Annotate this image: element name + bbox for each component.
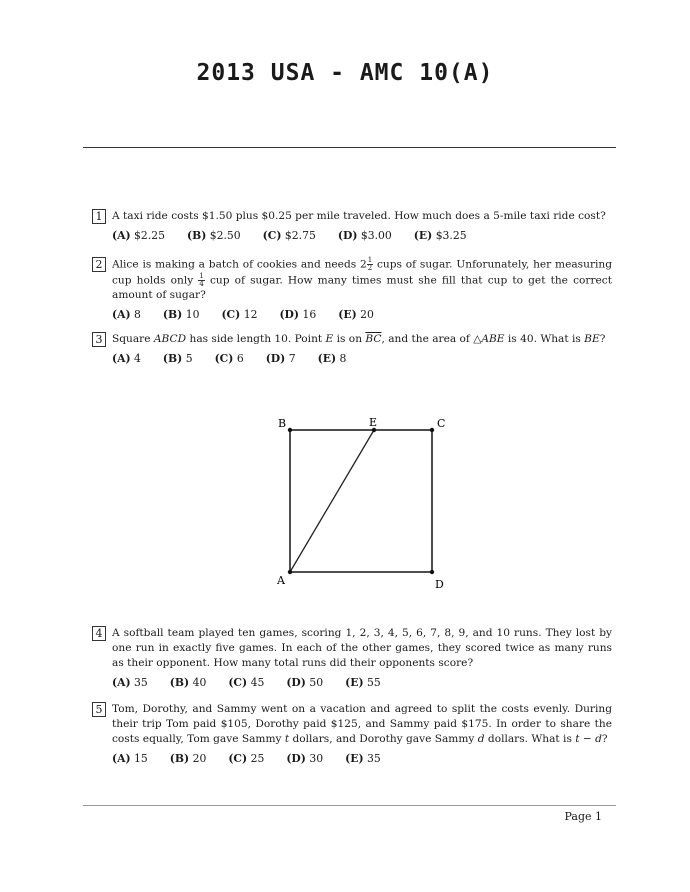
point-b bbox=[288, 428, 292, 432]
choice-e: (E) 8 bbox=[317, 352, 347, 365]
problem-text: A softball team played ten games, scoring 1, 2, 3, 4, 5, 6, 7, 8, 9, and 10 runs. They lost by one run in exactly five games. In each of the other games, they scored twice as many runs as their opponent. How many total runs did their opponents score? bbox=[112, 627, 612, 669]
problem-number: 1 bbox=[92, 209, 106, 224]
problem-4 bbox=[92, 626, 612, 690]
label-b: B bbox=[278, 417, 287, 430]
answer-choices bbox=[112, 351, 612, 366]
problem-text: A taxi ride costs $1.50 plus $0.25 per mile traveled. How much does a 5-mile taxi ride cost? bbox=[112, 210, 606, 222]
label-c: C bbox=[437, 417, 446, 430]
choice-e: (E) 55 bbox=[345, 676, 381, 689]
answer-choices bbox=[112, 675, 612, 690]
fraction-one-half: $\frac{1}{2}$ bbox=[367, 256, 373, 272]
page-title: 2013 USA - AMC 10(A) bbox=[196, 60, 494, 86]
problem-5 bbox=[92, 702, 612, 766]
point-c bbox=[430, 428, 434, 432]
choice-d: (D) 16 bbox=[279, 308, 317, 321]
choice-c: (C) 45 bbox=[228, 676, 265, 689]
choice-d: (D) 30 bbox=[286, 752, 324, 765]
problem-text: Alice is making a batch of cookies and needs 2 $\frac{1}{2}$ cups of sugar. Unforunately, her measuring cup holds only $\frac{1}{4}$ cup of sugar. How many times must she fill that cup to get the correct amount of sugar? bbox=[112, 256, 613, 301]
answer-choices bbox=[112, 751, 612, 766]
fraction-one-quarter: $\frac{1}{4}$ bbox=[199, 271, 204, 288]
choice-a: (A) 15 bbox=[112, 752, 148, 765]
choice-c: (C) 6 bbox=[214, 352, 244, 365]
problem-1 bbox=[92, 209, 612, 243]
label-e: E bbox=[369, 416, 378, 429]
problem-text: Tom, Dorothy, and Sammy went on a vacation and agreed to split the costs evenly. During their trip Tom paid $105, Dorothy paid $125, and Sammy paid $175. In order to share the costs equally, Tom gave Sammy t dollars, and Dorothy gave Sammy d dollars. What is t − d? bbox=[112, 703, 612, 745]
page-number: Page 1 bbox=[564, 810, 602, 823]
problem-number: 2 bbox=[92, 257, 106, 272]
problem-2 bbox=[92, 257, 612, 322]
point-d bbox=[430, 570, 434, 574]
choice-d: (D) 7 bbox=[265, 352, 296, 365]
segment-bc: $\overline{BC}$ bbox=[365, 333, 382, 345]
problem-number: 5 bbox=[92, 702, 106, 717]
answer-choices bbox=[112, 228, 612, 243]
choice-d: (D) $3.00 bbox=[337, 229, 392, 242]
point-a bbox=[288, 570, 292, 574]
problem-number: 4 bbox=[92, 626, 106, 641]
choice-e: (E) 20 bbox=[338, 308, 374, 321]
footer-divider bbox=[83, 805, 616, 806]
problem-number: 3 bbox=[92, 332, 106, 347]
choice-b: (B) 40 bbox=[169, 676, 207, 689]
problem-text: Square ABCD has side length 10. Point E is on $\overline{BC}$, and the area of △ABE is 40. What is BE? bbox=[112, 333, 606, 345]
choice-a: (A) 4 bbox=[112, 352, 141, 365]
choice-a: (A) 35 bbox=[112, 676, 148, 689]
choice-b: (B) 20 bbox=[169, 752, 207, 765]
segment-ae bbox=[290, 430, 374, 572]
choice-e: (E) $3.25 bbox=[413, 229, 467, 242]
choice-b: (B) $2.50 bbox=[186, 229, 241, 242]
choice-b: (B) 10 bbox=[162, 308, 200, 321]
choice-d: (D) 50 bbox=[286, 676, 324, 689]
label-a: A bbox=[277, 574, 285, 587]
answer-choices bbox=[112, 307, 612, 322]
choice-c: (C) 12 bbox=[221, 308, 258, 321]
choice-a: (A) 8 bbox=[112, 308, 141, 321]
choice-c: (C) 25 bbox=[228, 752, 265, 765]
choice-e: (E) 35 bbox=[345, 752, 381, 765]
label-d: D bbox=[435, 578, 444, 591]
title-divider bbox=[83, 147, 616, 148]
choice-b: (B) 5 bbox=[162, 352, 193, 365]
problem-3 bbox=[92, 332, 612, 366]
square-diagram bbox=[270, 410, 450, 595]
choice-c: (C) $2.75 bbox=[262, 229, 316, 242]
choice-a: (A) $2.25 bbox=[112, 229, 165, 242]
